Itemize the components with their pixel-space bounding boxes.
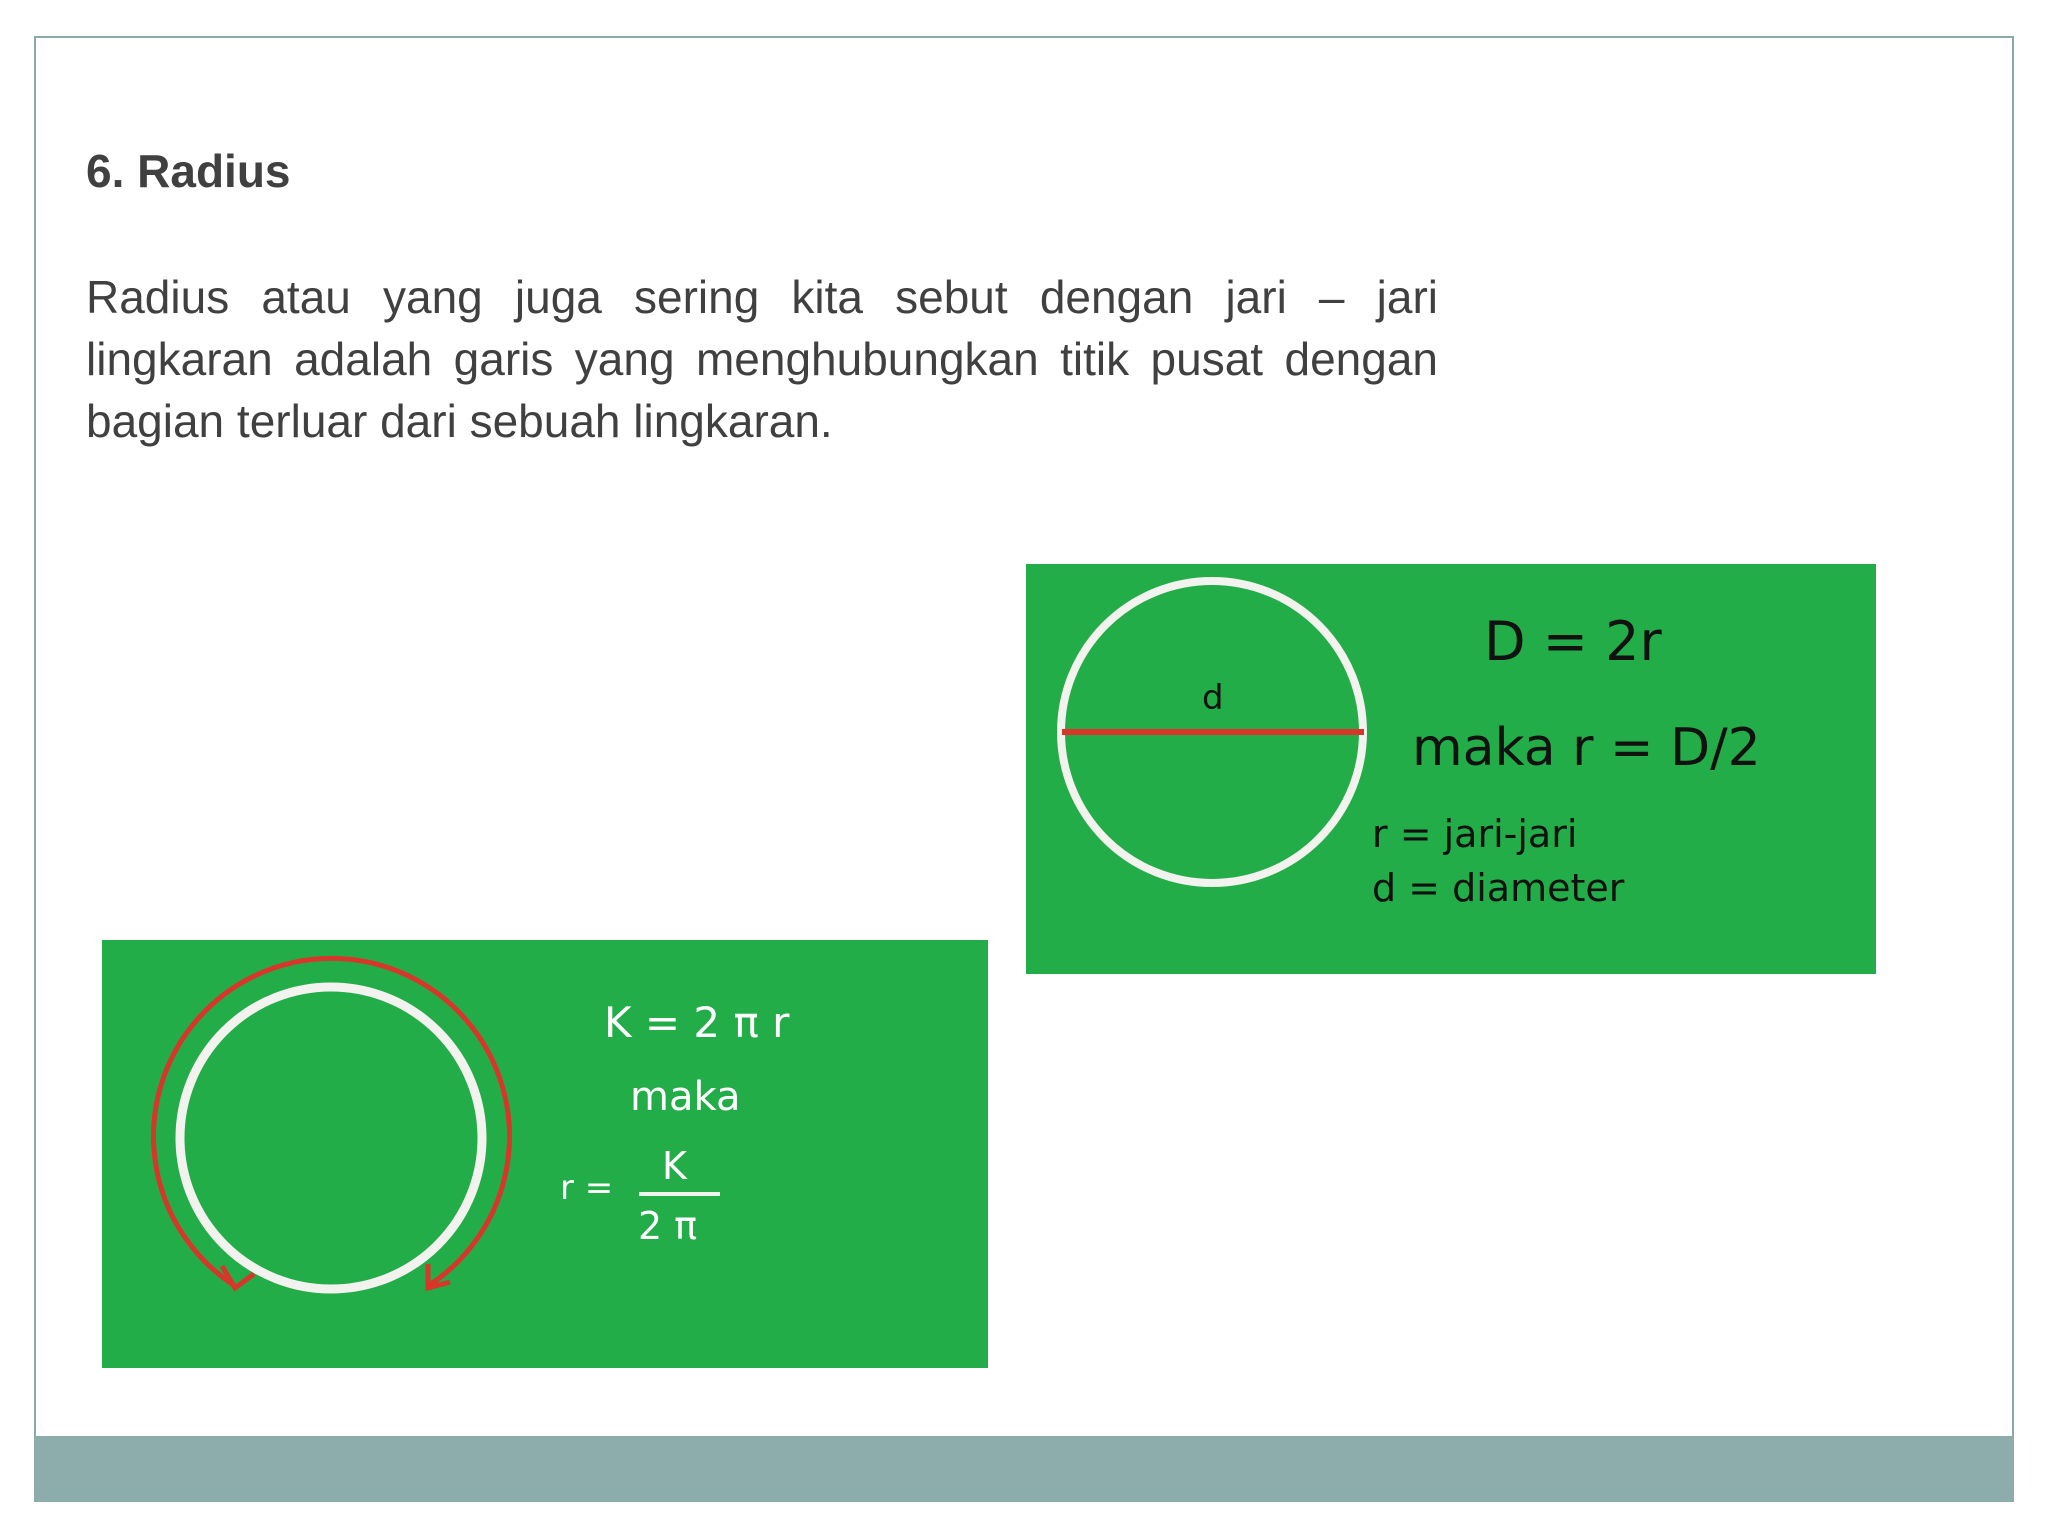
formula-d-equals-2r: D = 2r xyxy=(1484,610,1662,673)
formula-r-equals-d-over-2: maka r = D/2 xyxy=(1412,718,1761,778)
fraction-numerator-k: K xyxy=(662,1144,687,1188)
fraction-denominator-2-pi: 2 π xyxy=(638,1204,698,1248)
circumference-figure xyxy=(102,940,988,1368)
circumference-drawing xyxy=(102,940,988,1368)
formula-k-equals-2-pi-r: K = 2 π r xyxy=(604,998,790,1047)
word-maka: maka xyxy=(630,1074,741,1120)
r-equals-prefix: r = xyxy=(560,1168,614,1208)
diameter-chord-label: d xyxy=(1202,678,1224,718)
diameter-figure xyxy=(1026,564,1876,974)
legend-r-jari-jari: r = jari-jari xyxy=(1372,812,1578,856)
slide-title: 6. Radius xyxy=(86,145,291,197)
slide-paragraph: Radius atau yang juga sering kita sebut dengan jari – jari lingkaran adalah garis yang menghubungkan titik pusat dengan bagian terluar dari sebuah lingkaran. xyxy=(86,271,1438,447)
legend-d-diameter: d = diameter xyxy=(1372,866,1625,910)
circumference-circle xyxy=(180,987,482,1289)
footer-bar xyxy=(34,1436,2014,1502)
circumference-arrow-arc xyxy=(154,958,510,1286)
